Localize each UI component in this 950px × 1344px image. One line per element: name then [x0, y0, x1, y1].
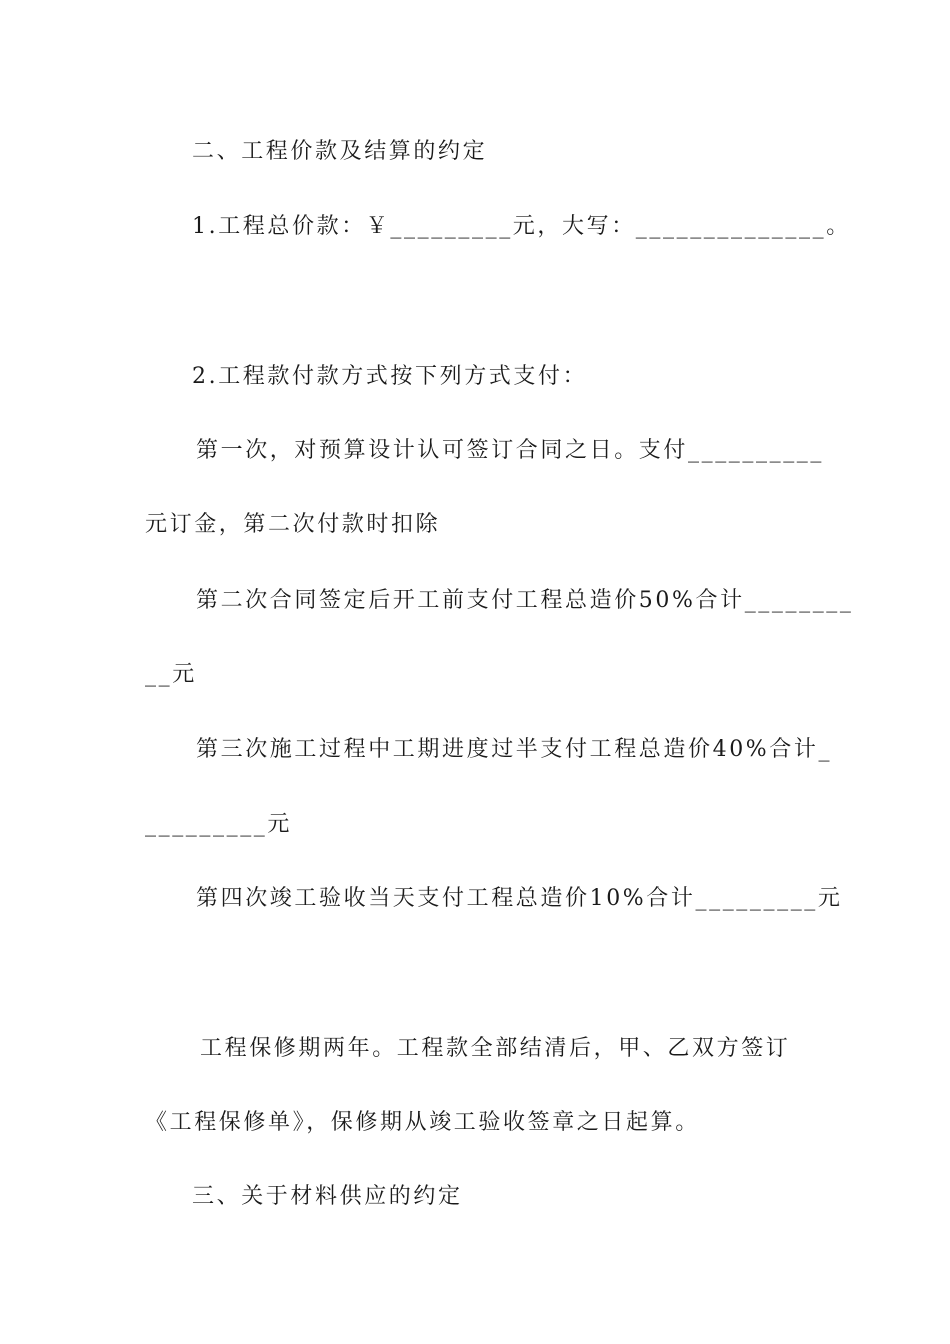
third-payment-line: 第三次施工过程中工期进度过半支付工程总造价40%合计_	[196, 737, 833, 762]
fourth-payment-line: 第四次竣工验收当天支付工程总造价10%合计_________元	[196, 886, 843, 911]
warranty-line-cont: 《工程保修单》，保修期从竣工验收签章之日起算。	[145, 1110, 700, 1135]
section-heading-materials: 三、关于材料供应的约定	[192, 1184, 463, 1209]
first-payment-line-cont: 元订金，第二次付款时扣除	[145, 512, 441, 537]
payment-method-line: 2.工程款付款方式按下列方式支付：	[192, 364, 588, 389]
second-payment-line: 第二次合同签定后开工前支付工程总造价50%合计________	[196, 588, 854, 613]
warranty-line: 工程保修期两年。工程款全部结清后，甲、乙双方签订	[200, 1036, 791, 1061]
section-heading-price-settlement: 二、工程价款及结算的约定	[192, 139, 488, 164]
second-payment-line-cont: __元	[145, 662, 197, 687]
third-payment-line-cont: _________元	[145, 812, 292, 837]
first-payment-line: 第一次，对预算设计认可签订合同之日。支付__________	[196, 438, 825, 463]
total-price-line: 1.工程总价款：￥_________元，大写：______________。	[192, 214, 851, 239]
